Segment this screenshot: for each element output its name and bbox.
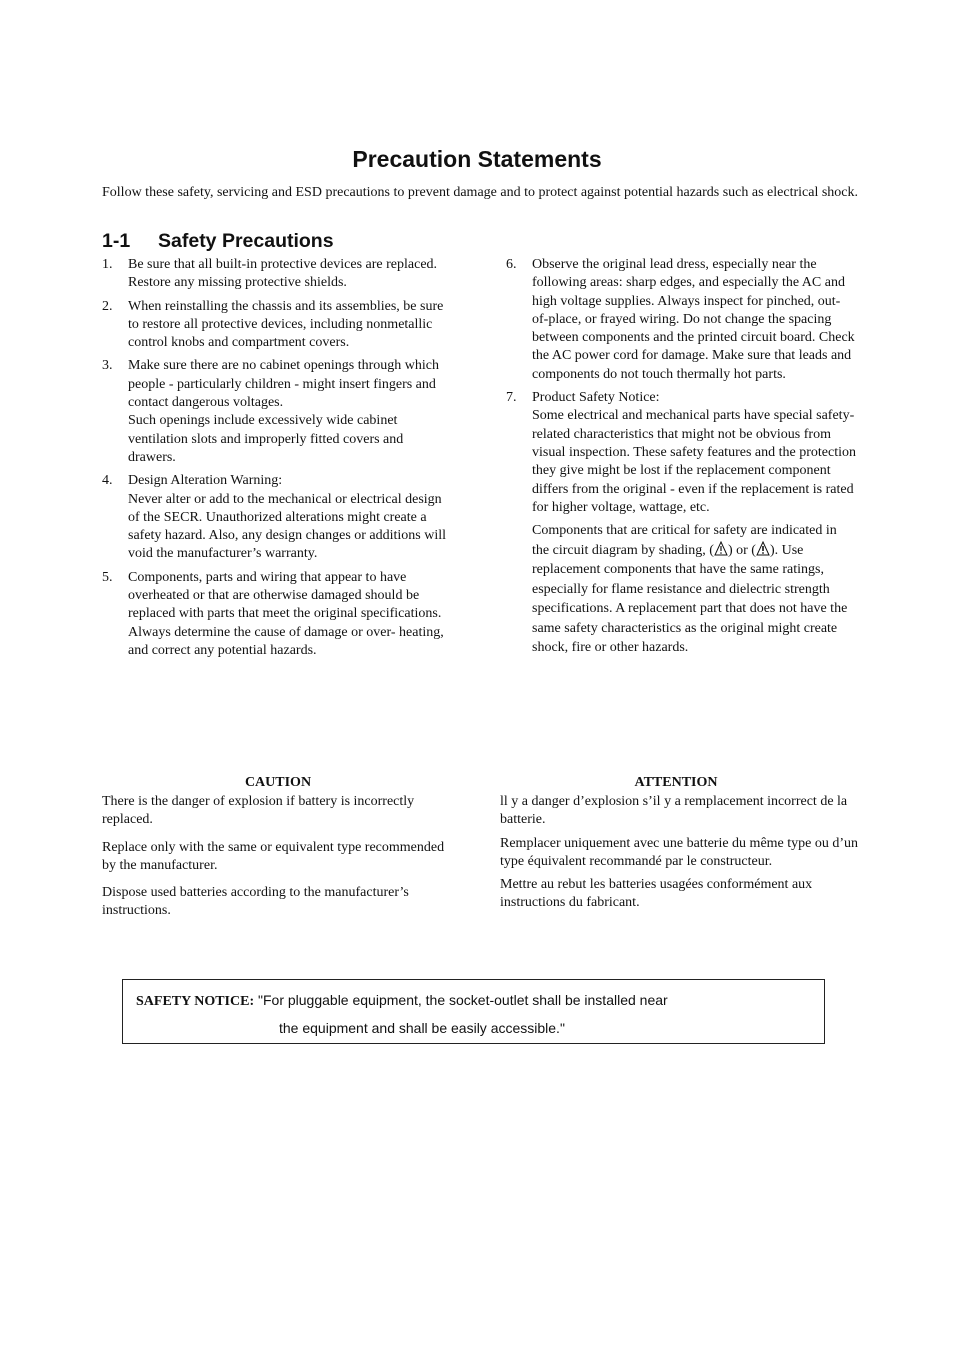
left-column [102,256,452,665]
list-item: 3. Make sure there are no cabinet openings through which people - particularly children - might insert fingers and contact dangerous voltages. Such openings include excessively wide cabinet ventilation slots and improperly fitted covers and drawers. [102,358,440,465]
caution-paragraph: There is the danger of explosion if battery is incorrectly replaced. [102,794,415,828]
list-item: 4. Design Alteration Warning: Never alter or add to the mechanical or electrical design of the SECR. Unauthorized alterations might create a safety hazard. Also, any design changes or additions will void the manufacturer’s warranty. [102,473,447,562]
attention-heading: ATTENTION [634,775,718,790]
intro-paragraph: Follow these safety, servicing and ESD precautions to prevent damage and to protect against potential hazards such as electrical shock. [102,185,859,200]
right-column [506,256,856,663]
attention-paragraph: ll y a danger d’explosion s’il y a remplacement incorrect de la batterie. [500,794,848,828]
safety-notice-text: the equipment and shall be easily accessible." [279,1020,565,1036]
list-item: 1. Be sure that all built-in protective devices are replaced. Restore any missing protective shields. [102,257,438,291]
section-heading [102,230,334,253]
page-title: Precaution Statements [352,146,602,172]
safety-notice-text: "For pluggable equipment, the socket-outlet shall be installed near [254,992,668,1008]
critical-components-paragraph: Components that are critical for safety are indicated in the circuit diagram by shading, ( ) or ( ). Use replacement components that have the same ratings, especially for flame resistance and dielectric strength specifications. A replacement part that does not have the same safety characteristics as the original might create shock, fire or other hazards. [532,523,848,656]
section-number: 1-1 [102,230,131,252]
section-title: Safety Precautions [158,230,334,252]
caution-block [102,793,457,930]
warning-triangle-icon [756,541,770,556]
list-item: 5. Components, parts and wiring that appear to have overheated or that are otherwise damaged should be replaced with parts that meet the original specifications. Always determine the cause of damage or over- heating, and correct any potential hazards. [102,569,444,658]
attention-paragraph: Remplacer uniquement avec une batterie du même type ou d’un type équivalent recommandé par le constructeur. [500,835,859,869]
safety-notice-label: SAFETY NOTICE: [136,994,255,1009]
warning-triangle-icon [714,541,728,556]
attention-block [500,793,860,922]
caution-paragraph: Replace only with the same or equivalent type recommended by the manufacturer. [102,839,445,873]
list-item: 2. When reinstalling the chassis and its assemblies, be sure to restore all protective devices, including nonmetallic control knobs and compartment covers. [102,298,444,351]
safety-notice-box [122,979,825,1044]
attention-paragraph: Mettre au rebut les batteries usagées conformément aux instructions du fabricant. [500,877,813,911]
list-item: 6. Observe the original lead dress, especially near the following areas: sharp edges, and especially the AC and high voltage supplies. Always inspect for pinched, out-of-place, or frayed wiring. Do not change the spacing between components and the printed circuit board. Check the AC power cord for damage. Make sure that leads and components do not touch thermally hot parts. [506,257,855,382]
list-item: 7. Product Safety Notice: Some electrical and mechanical parts have special safety-related characteristics that might not be obvious from visual inspection. These safety features and the protection they give might be lost if the replacement component differs from the original - even if the replacement is rated for higher voltage, wattage, etc. Components that are critical for safety are indicated in the circuit diagram by shading, ( ) or ( ). Use replacement components that have the same ratings, especially for flame resistance and dielectric strength specifications. A replacement part that does not have the same safety characteristics as the original might create shock, fire or other hazards. [506,389,856,658]
caution-paragraph: Dispose used batteries according to the manufacturer’s instructions. [102,885,409,919]
caution-heading: CAUTION [244,775,312,790]
